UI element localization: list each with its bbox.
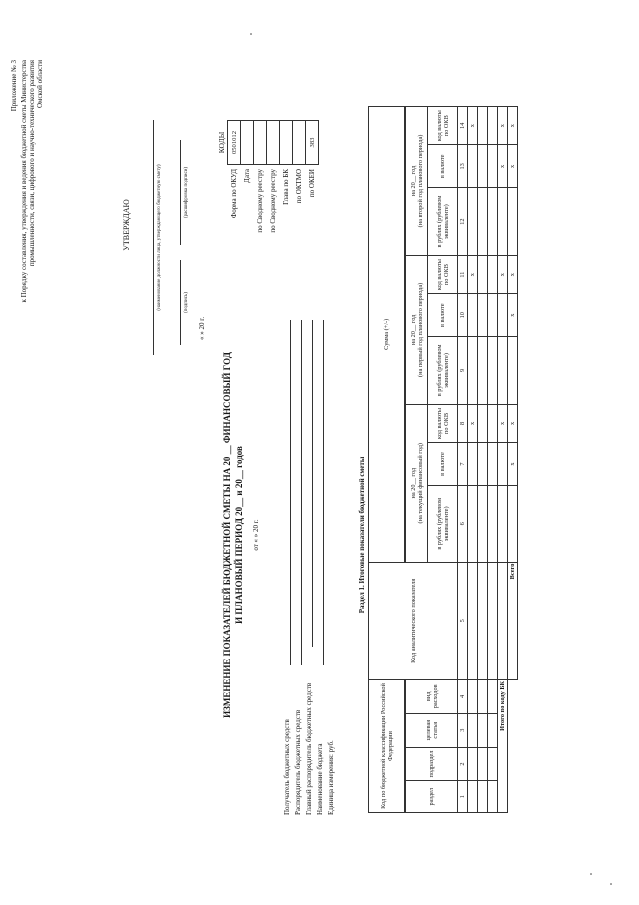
th-y1-val: в валюте xyxy=(428,443,458,486)
vsego-label: Всего xyxy=(508,562,518,679)
col-num-4: 4 xyxy=(458,679,468,713)
code-registry-2 xyxy=(267,121,280,165)
th-year1 xyxy=(406,404,428,562)
code-date xyxy=(241,121,254,165)
code-label-bk-chapter: Глава по БК xyxy=(282,169,290,205)
cell xyxy=(478,145,488,188)
blank-cell xyxy=(508,679,518,812)
mark-x: x xyxy=(508,107,518,145)
cell xyxy=(488,188,498,256)
th-year1-sub: (на текущий финансовый год) xyxy=(416,443,424,524)
th-year3 xyxy=(406,107,428,256)
th-year2-label: на 20__ год xyxy=(409,314,417,346)
label-budget-name: Наименование бюджета xyxy=(316,743,324,815)
th-year3-sub: (на второй год планового периода) xyxy=(416,134,424,228)
col-num-9: 9 xyxy=(458,337,468,405)
code-okud: 0501012 xyxy=(228,121,241,165)
mark-x: x xyxy=(468,404,478,442)
th-y3-rub: в рублях (рублевом эквиваленте) xyxy=(428,188,458,256)
col-num-11: 11 xyxy=(458,255,468,293)
appendix-title: Приложение № 3 xyxy=(10,60,18,112)
mark-x: x xyxy=(468,255,478,293)
table-row-vsego xyxy=(508,107,518,813)
th-y1-rub: в рублях (рублевом эквиваленте) xyxy=(428,485,458,562)
cell xyxy=(498,485,508,562)
cell xyxy=(508,188,518,256)
cell xyxy=(508,337,518,405)
cell xyxy=(468,781,478,813)
cell xyxy=(478,781,488,813)
th-expense-type: вид расходов xyxy=(406,679,458,713)
cell xyxy=(498,443,508,486)
table-row xyxy=(488,107,498,813)
scan-speck xyxy=(590,874,592,876)
mark-x: x xyxy=(498,255,508,293)
approval-position-line xyxy=(153,120,154,355)
th-y3-okv: код валюты по ОКВ xyxy=(428,107,458,145)
col-num-8: 8 xyxy=(458,404,468,442)
th-y2-okv: код валюты по ОКВ xyxy=(428,255,458,293)
itogo-label: Итого по коду БК xyxy=(498,679,508,812)
label-distributor: Распорядитель бюджетных средств xyxy=(294,709,302,815)
cell xyxy=(468,713,478,747)
mark-x: x xyxy=(468,107,478,145)
appendix-line1: к Порядку составления, утверждения и ведения бюджетной сметы Министерства xyxy=(20,60,28,303)
cell xyxy=(498,188,508,256)
col-num-6: 6 xyxy=(458,485,468,562)
th-bk-classification: Код по бюджетной классификации Российской Федерации xyxy=(369,679,405,812)
cell xyxy=(488,562,498,679)
cell xyxy=(508,485,518,562)
mark-x: x xyxy=(508,294,518,337)
col-num-10: 10 xyxy=(458,294,468,337)
cell xyxy=(478,679,488,713)
th-y3-val: в валюте xyxy=(428,145,458,188)
table-row xyxy=(478,107,488,813)
col-num-14: 14 xyxy=(458,107,468,145)
cell xyxy=(488,145,498,188)
th-year1-label: на 20__ год xyxy=(409,467,417,499)
mark-x: x xyxy=(508,255,518,293)
label-unit: Единица измерения: руб. xyxy=(327,740,335,815)
section-title: Раздел 1. Итоговые показатели бюджетной сметы xyxy=(358,456,366,614)
cell xyxy=(478,255,488,293)
col-num-13: 13 xyxy=(458,145,468,188)
mark-x: x xyxy=(498,145,508,188)
mark-x: x xyxy=(508,443,518,486)
code-oktmo xyxy=(293,121,306,165)
approval-decoding-line xyxy=(180,140,181,245)
cell xyxy=(498,337,508,405)
cell xyxy=(488,107,498,145)
code-label-registry-2: по Сводному реестру xyxy=(269,169,277,233)
code-label-oktmo: по ОКТМО xyxy=(295,169,303,204)
cell xyxy=(488,443,498,486)
col-num-2: 2 xyxy=(458,747,468,781)
code-label-registry-1: по Сводному реестру xyxy=(256,169,264,233)
cell xyxy=(468,188,478,256)
mark-x: x xyxy=(508,145,518,188)
cell xyxy=(488,294,498,337)
cell xyxy=(488,781,498,813)
th-year3-label: на 20__ год xyxy=(409,165,417,197)
cell xyxy=(468,145,478,188)
cell xyxy=(478,294,488,337)
th-podrazdel: подраздел xyxy=(406,747,458,781)
fill-line-main-distributor xyxy=(312,320,313,647)
cell xyxy=(468,294,478,337)
th-sum-change: Сумма (+/-) xyxy=(369,107,405,563)
label-recipient: Получатель бюджетных средств xyxy=(283,719,291,815)
approval-heading: УТВЕРЖДАЮ xyxy=(122,199,131,251)
form-title-line2: И ПЛАНОВЫЙ ПЕРИОД 20__ и 20__ годов xyxy=(234,446,244,624)
col-num-7: 7 xyxy=(458,443,468,486)
cell xyxy=(488,713,498,747)
code-okei: 383 xyxy=(306,121,319,165)
th-y1-okv: код валюты по ОКВ xyxy=(428,404,458,442)
label-main-distributor: Главный распорядитель бюджетных средств xyxy=(305,682,313,815)
mark-x: x xyxy=(508,404,518,442)
codes-table xyxy=(227,120,319,165)
table-row-itogo xyxy=(498,107,508,813)
th-y2-rub: в рублях (рублевом эквиваленте) xyxy=(428,337,458,405)
appendix-line3: Омской области xyxy=(36,60,44,109)
approval-caption-position: (наименование должности лица, утверждающего бюджетную смету) xyxy=(157,164,162,311)
approval-caption-decoding: (расшифровка подписи) xyxy=(184,166,189,219)
col-num-3: 3 xyxy=(458,713,468,747)
cell xyxy=(478,713,488,747)
scan-speck xyxy=(610,884,612,886)
cell xyxy=(478,485,488,562)
cell xyxy=(478,404,488,442)
cell xyxy=(498,562,508,679)
mark-x: x xyxy=(498,404,508,442)
form-title-line1: ИЗМЕНЕНИЕ ПОКАЗАТЕЛЕЙ БЮДЖЕТНОЙ СМЕТЫ НА 20 __ ФИНАНСОВЫЙ ГОД xyxy=(222,352,232,718)
cell xyxy=(488,255,498,293)
code-label-okud: Форма по ОКУД xyxy=(230,169,238,219)
code-bk-chapter xyxy=(280,121,293,165)
cell xyxy=(478,337,488,405)
cell xyxy=(488,747,498,781)
scan-speck xyxy=(250,34,252,36)
cell xyxy=(468,562,478,679)
cell xyxy=(478,747,488,781)
th-analytic-code: Код аналитического показателя xyxy=(369,562,458,679)
approval-caption-signature: (подпись) xyxy=(184,292,189,313)
cell xyxy=(468,679,478,713)
cell xyxy=(478,107,488,145)
th-razdel: раздел xyxy=(406,781,458,813)
th-year2 xyxy=(406,255,428,404)
cell xyxy=(488,404,498,442)
col-num-1: 1 xyxy=(458,781,468,813)
th-target-article: целевая статья xyxy=(406,713,458,747)
th-year2-sub: (на первый год планового периода) xyxy=(416,282,424,377)
code-registry-1 xyxy=(254,121,267,165)
approval-signature-line xyxy=(180,260,181,345)
fill-line-recipient xyxy=(290,320,291,665)
mark-x: x xyxy=(498,107,508,145)
cell xyxy=(468,443,478,486)
cell xyxy=(468,337,478,405)
codes-header: КОДЫ xyxy=(217,131,226,154)
fill-line-budget-name xyxy=(323,320,324,665)
cell xyxy=(488,337,498,405)
form-date-line: от « » 20 г. xyxy=(252,519,260,551)
table-row xyxy=(468,107,478,813)
code-label-okei: по ОКЕИ xyxy=(308,169,316,198)
th-y2-val: в валюте xyxy=(428,294,458,337)
code-label-date: Дата xyxy=(243,169,251,183)
budget-table xyxy=(368,106,518,813)
cell xyxy=(488,485,498,562)
cell xyxy=(468,485,478,562)
fill-line-distributor xyxy=(301,320,302,665)
col-num-5: 5 xyxy=(458,562,468,679)
cell xyxy=(468,747,478,781)
cell xyxy=(478,562,488,679)
col-num-12: 12 xyxy=(458,188,468,256)
appendix-line2: промышленности, связи, цифрового и научно-технического развития xyxy=(28,60,36,267)
cell xyxy=(488,679,498,713)
cell xyxy=(478,188,488,256)
cell xyxy=(478,443,488,486)
approval-date: « » 20 г. xyxy=(198,316,206,340)
cell xyxy=(498,294,508,337)
